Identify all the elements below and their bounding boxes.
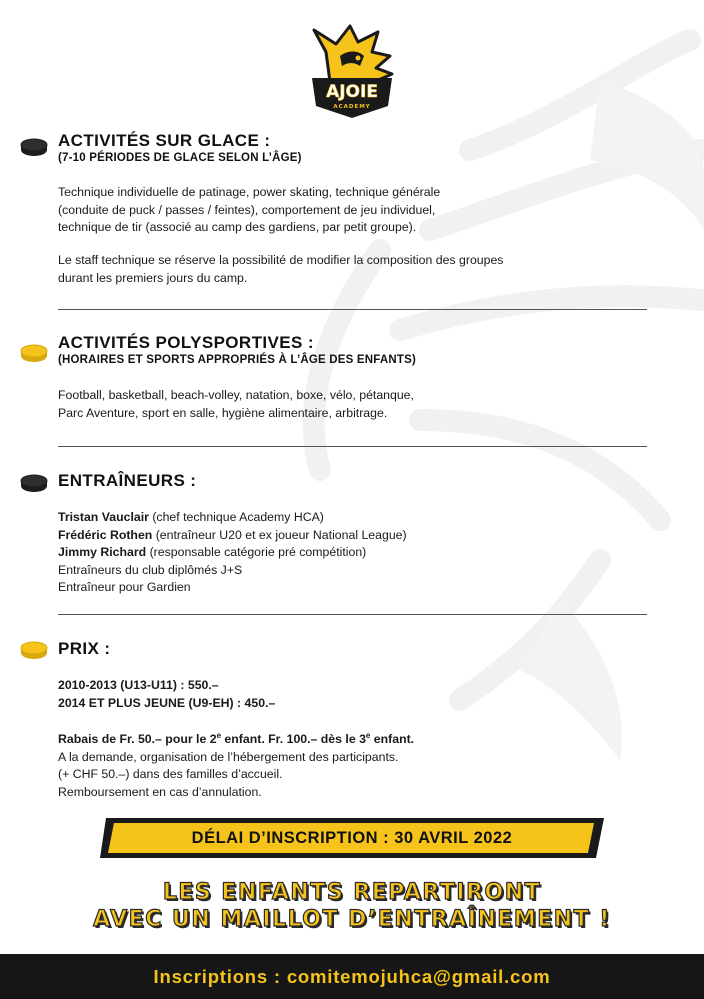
- note-line: A la demande, organisation de l’hébergement des participants.: [58, 749, 399, 764]
- divider: [58, 614, 647, 615]
- yellow-puck-icon: [19, 639, 49, 661]
- discount-text: enfant.: [370, 732, 415, 747]
- coach-role: (entraîneur U20 et ex joueur National League): [152, 527, 407, 542]
- registration-contact[interactable]: Inscriptions : comitemojuhca@gmail.com: [153, 965, 551, 987]
- price-notes: [58, 727, 414, 801]
- section-title-prices: PRIX :: [58, 639, 111, 658]
- coach-line: [58, 527, 407, 545]
- price-list: [58, 677, 275, 712]
- yellow-puck-icon: [19, 342, 49, 364]
- divider: [58, 446, 647, 447]
- coach-name: Tristan Vauclair: [58, 510, 149, 524]
- coach-name: Frédéric Rothen: [58, 527, 153, 542]
- ajoie-academy-logo: [306, 22, 398, 120]
- price-line: 2014 ET PLUS JEUNE (U9-EH) : 450.–: [58, 695, 276, 710]
- text-line: Le staff technique se réserve la possibilité de modifier la composition des groupes: [58, 253, 504, 267]
- note-line: Remboursement en cas d’annulation.: [58, 784, 262, 799]
- coach-line: Entraîneur pour Gardien: [58, 580, 191, 594]
- coach-line: [58, 509, 407, 527]
- coach-name: Jimmy Richard: [58, 545, 147, 559]
- coach-line: [58, 544, 407, 562]
- black-puck-icon: [19, 136, 49, 158]
- section-title-ice: ACTIVITÉS SUR GLACE :: [58, 131, 271, 150]
- section-subtitle-ice: (7-10 PÉRIODES DE GLACE SELON L’ÂGE): [58, 152, 302, 164]
- text-line: Technique individuelle de patinage, power skating, technique générale: [58, 185, 441, 199]
- deadline-text: DÉLAI D’INSCRIPTION : 30 AVRIL 2022: [191, 828, 513, 847]
- text-line: durant les premiers jours du camp.: [58, 270, 248, 285]
- discount-text: enfant. Fr. 100.– dès le 3: [221, 732, 366, 747]
- discount-text: Rabais de Fr. 50.– pour le 2: [58, 732, 217, 747]
- promo-line-1: LES ENFANTS REPARTIRONT: [162, 880, 542, 905]
- logo-subtext: ACADEMY: [333, 104, 371, 110]
- text-line: technique de tir (associé au camp des gardiens, par petit groupe).: [58, 220, 417, 234]
- ordinal-sup: e: [216, 731, 222, 740]
- text-line: Parc Aventure, sport en salle, hygiène alimentaire, arbitrage.: [58, 405, 388, 420]
- text-line: Football, basketball, beach-volley, natation, boxe, vélo, pétanque,: [58, 388, 414, 402]
- coach-role: (chef technique Academy HCA): [148, 510, 324, 524]
- ordinal-sup: e: [365, 731, 371, 740]
- section-title-multisport: ACTIVITÉS POLYSPORTIVES :: [58, 333, 314, 352]
- multisport-description: [58, 387, 414, 422]
- discount-line: [58, 727, 414, 749]
- section-title-coaches: ENTRAÎNEURS :: [58, 471, 197, 490]
- deadline-banner: [100, 816, 604, 860]
- divider: [58, 309, 647, 310]
- footer-bar: [0, 954, 704, 999]
- section-subtitle-multisport: (HORAIRES ET SPORTS APPROPRIÉS À L’ÂGE DES ENFANTS): [58, 354, 417, 366]
- logo-wordmark: AJOIE: [326, 82, 378, 102]
- black-puck-icon: [19, 472, 49, 494]
- text-line: (conduite de puck / passes / feintes), comportement de jeu individuel,: [58, 202, 436, 217]
- price-line: 2010-2013 (U13-U11) : 550.–: [58, 678, 219, 692]
- coach-line: Entraîneurs du club diplômés J+S: [58, 562, 243, 577]
- note-line: (+ CHF 50.–) dans des familles d’accueil.: [58, 767, 283, 782]
- promo-line-2: AVEC UN MAILLOT D’ENTRAÎNEMENT !: [93, 907, 611, 932]
- coaches-list: [58, 509, 407, 597]
- ice-staff-note: [58, 252, 503, 287]
- coach-role: (responsable catégorie pré compétition): [146, 545, 367, 559]
- ice-description: [58, 184, 440, 237]
